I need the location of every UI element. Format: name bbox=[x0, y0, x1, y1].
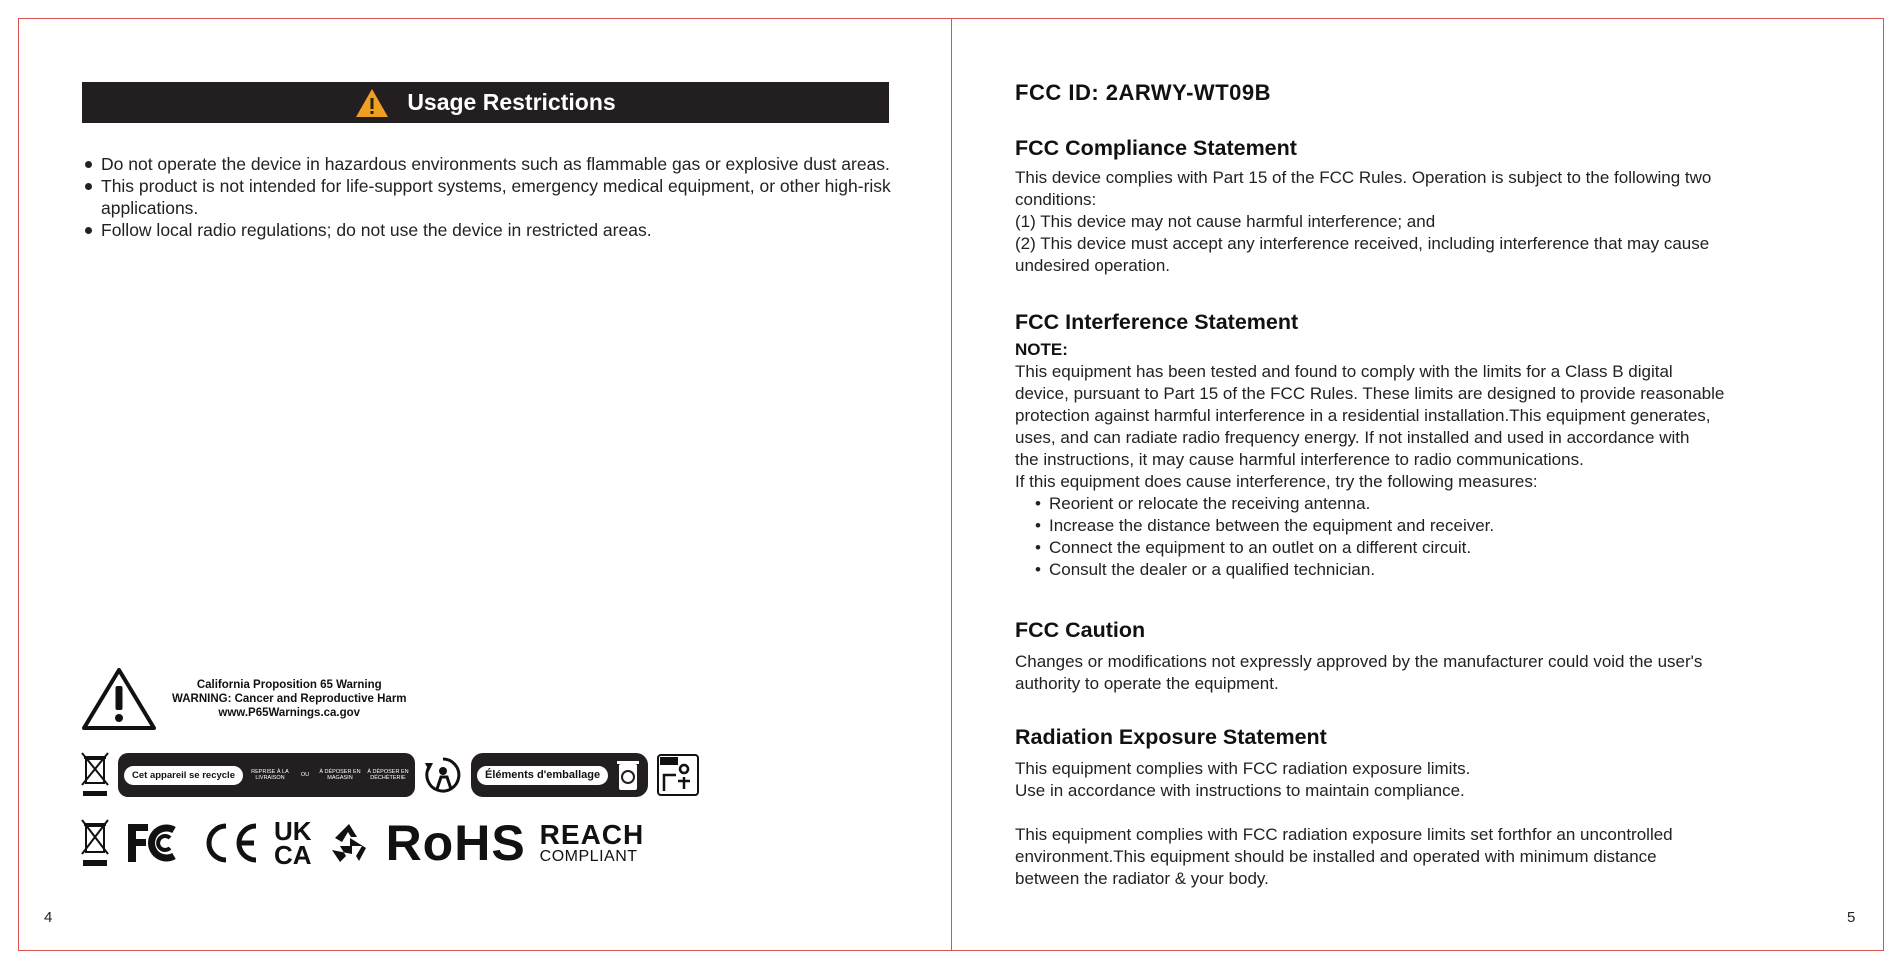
ukca-mark bbox=[274, 816, 312, 870]
prop65-title: California Proposition 65 Warning bbox=[196, 679, 382, 691]
paragraph-line: If this equipment does cause interference, try the following measures: bbox=[1015, 472, 1538, 491]
paragraph-line: between the radiator & your body. bbox=[1015, 869, 1269, 888]
fcc-logo-icon bbox=[124, 820, 186, 866]
triman-delivery-label: REPRISE À LA LIVRAISON bbox=[251, 769, 289, 781]
fcc-id: FCC ID: 2ARWY-WT09B bbox=[1015, 80, 1271, 105]
list-item: • Connect the equipment to an outlet on a different circuit. bbox=[1035, 537, 1830, 559]
list-item: Do not operate the device in hazardous environments such as flammable gas or explosive dust areas. bbox=[82, 153, 892, 175]
list-item: This product is not intended for life-support systems, emergency medical equipment, or other high-risk applications. bbox=[82, 175, 892, 219]
paragraph-line: This equipment complies with FCC radiation exposure limits. bbox=[1015, 759, 1471, 778]
compliant-text: COMPLIANT bbox=[539, 848, 638, 865]
paragraph-line: (2) This device must accept any interference received, including interference that may cause bbox=[1015, 234, 1710, 253]
packaging-label: Éléments d'emballage bbox=[477, 766, 608, 785]
paragraph-line: protection against harmful interference in a residential installation.This equipment generates, bbox=[1015, 406, 1711, 425]
ukca-top-text: UK bbox=[274, 816, 312, 846]
triman-logo-icon bbox=[423, 755, 463, 795]
paragraph-line: This equipment has been tested and found to comply with the limits for a Class B digital bbox=[1015, 362, 1673, 381]
usage-restrictions-list bbox=[82, 153, 892, 241]
paragraph-line: undesired operation. bbox=[1015, 256, 1171, 275]
prop65-warning bbox=[80, 666, 407, 732]
section-heading: Radiation Exposure Statement bbox=[1015, 725, 1327, 749]
ai-aruí-logo-icon bbox=[656, 753, 700, 797]
reach-compliant-mark bbox=[540, 821, 645, 865]
list-item: • Increase the distance between the equipment and receiver. bbox=[1035, 515, 1830, 537]
paragraph-line: Changes or modifications not expressly approved by the manufacturer could void the user's bbox=[1015, 652, 1703, 671]
recycle-bin-icon bbox=[614, 758, 642, 792]
certification-marks-row bbox=[80, 812, 644, 874]
radiation-exposure-section bbox=[1015, 725, 1830, 890]
triman-store-label: À DÉPOSER EN MAGASIN bbox=[319, 769, 361, 781]
paragraph-line: This equipment complies with FCC radiation exposure limits set forthfor an uncontrolled bbox=[1015, 825, 1673, 844]
prop65-warning-text: WARNING: Cancer and Reproductive Harm bbox=[172, 693, 407, 705]
reach-text: REACH bbox=[539, 819, 645, 850]
paragraph-line: environment.This equipment should be installed and operated with minimum distance bbox=[1015, 847, 1657, 866]
section-heading: FCC Caution bbox=[1015, 618, 1146, 642]
triman-info-box bbox=[118, 753, 415, 797]
usage-restrictions-title: Usage Restrictions bbox=[407, 89, 616, 115]
paragraph-line: conditions: bbox=[1015, 190, 1097, 209]
paragraph-line: uses, and can radiate radio frequency energy. If not installed and used in accordance with bbox=[1015, 428, 1690, 447]
warning-icon bbox=[355, 88, 389, 118]
list-item: • Consult the dealer or a qualified technician. bbox=[1035, 559, 1830, 581]
fcc-caution-section bbox=[1015, 618, 1830, 695]
weee-bin-icon bbox=[80, 818, 110, 868]
triman-dump-label: À DÉPOSER EN DÉCHÈTERIE bbox=[367, 769, 409, 781]
note-label: NOTE: bbox=[1015, 340, 1068, 359]
paragraph-line: (1) This device may not cause harmful interference; and bbox=[1015, 212, 1436, 231]
usage-restrictions-banner bbox=[82, 82, 889, 123]
list-item: • Reorient or relocate the receiving antenna. bbox=[1035, 493, 1830, 515]
list-item: Follow local radio regulations; do not use the device in restricted areas. bbox=[82, 219, 892, 241]
interference-measures-list bbox=[1015, 493, 1830, 581]
paragraph-line: Use in accordance with instructions to maintain compliance. bbox=[1015, 781, 1465, 800]
section-heading: FCC Compliance Statement bbox=[1015, 136, 1297, 160]
page-number-left: 4 bbox=[44, 909, 53, 926]
fcc-compliance-section bbox=[1015, 136, 1830, 277]
ce-mark-icon bbox=[200, 820, 260, 866]
section-heading: FCC Interference Statement bbox=[1015, 310, 1299, 334]
crossed-bin-icon bbox=[80, 751, 110, 799]
triman-recycling-row bbox=[80, 748, 700, 802]
ukca-bottom-text: CA bbox=[274, 840, 312, 870]
rohs-mark: RoHS bbox=[385, 815, 526, 871]
page-number-right: 5 bbox=[1847, 909, 1856, 926]
paragraph-line: authority to operate the equipment. bbox=[1015, 674, 1279, 693]
page-divider bbox=[951, 18, 952, 951]
warning-triangle-icon bbox=[80, 666, 158, 732]
prop65-url: www.P65Warnings.ca.gov bbox=[218, 707, 361, 719]
triman-recycle-label: Cet appareil se recycle bbox=[124, 766, 243, 785]
paragraph-line: This device complies with Part 15 of the FCC Rules. Operation is subject to the following two bbox=[1015, 168, 1712, 187]
triman-or-label: OU bbox=[300, 772, 310, 778]
fcc-interference-section bbox=[1015, 310, 1830, 581]
paragraph-line: device, pursuant to Part 15 of the FCC Rules. These limits are designed to provide reasonable bbox=[1015, 384, 1725, 403]
packaging-info-box bbox=[471, 753, 648, 797]
recycle-icon bbox=[326, 820, 372, 866]
paragraph-line: the instructions, it may cause harmful interference to radio communications. bbox=[1015, 450, 1584, 469]
